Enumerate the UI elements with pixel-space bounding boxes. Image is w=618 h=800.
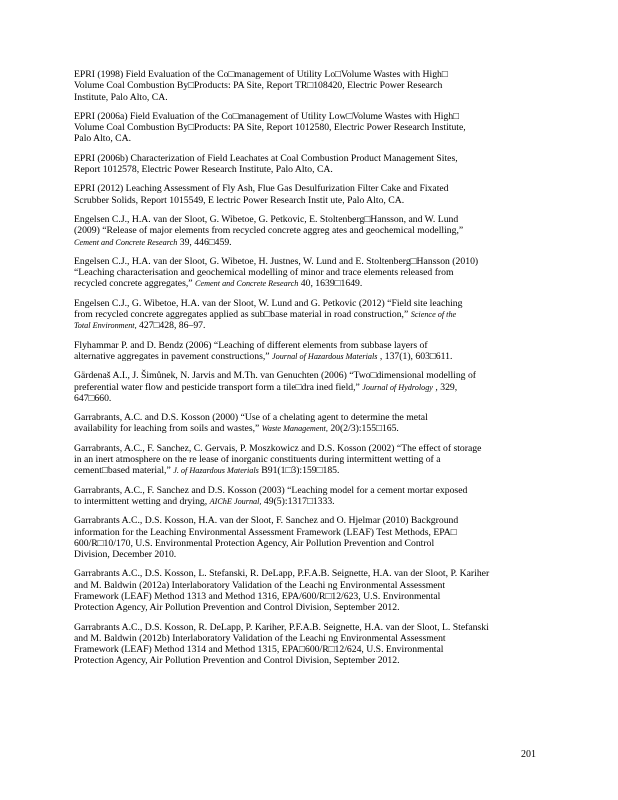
reference-text: Volume Coal Combustion By□Products: PA Site, Report TR□108420, Electric Power Research — [74, 80, 443, 92]
reference-line — [74, 382, 554, 393]
reference-text: Division, December 2010. — [74, 549, 177, 561]
reference-line — [74, 370, 554, 381]
reference-entry — [74, 111, 554, 145]
journal-title: Cement and Concrete Research — [74, 237, 178, 247]
reference-list — [74, 69, 554, 675]
reference-line — [74, 485, 554, 496]
journal-title: Journal of Hazardous Materials — [271, 351, 378, 361]
reference-line — [74, 393, 554, 404]
reference-text: 39, 446□459. — [177, 236, 232, 248]
reference-text: in an inert atmosphere on the re lease of inorganic constituents during intermittent wetting of a — [74, 454, 441, 466]
reference-line — [74, 133, 554, 144]
reference-line — [74, 580, 554, 591]
reference-line — [74, 164, 554, 175]
reference-text: Engelsen C.J., H.A. van der Sloot, G. Wibetoe, G. Petkovic, E. Stoltenberg□Hansson, and W. Lund — [74, 213, 459, 225]
reference-text: EPRI (2006b) Characterization of Field Leachates at Coal Combustion Product Management Sites, — [74, 152, 458, 164]
reference-line — [74, 278, 554, 289]
reference-text: and M. Baldwin (2012a) Interlaboratory Validation of the Leachi ng Environmental Assessment — [74, 579, 446, 591]
reference-line — [74, 69, 554, 80]
reference-line — [74, 351, 554, 362]
journal-title: Cement and Concrete Research — [195, 279, 299, 289]
reference-line — [74, 591, 554, 602]
reference-text: information for the Leaching Environmental Assessment Framework (LEAF) Test Methods, EPA□ — [74, 526, 457, 538]
reference-entry — [74, 214, 554, 248]
reference-line — [74, 549, 554, 560]
reference-text: (2009) “Release of major elements from recycled concrete aggreg ates and geochemical modelling,” — [74, 225, 464, 237]
reference-entry — [74, 622, 554, 667]
reference-line — [74, 496, 554, 507]
reference-text: Volume Coal Combustion By□Products: PA Site, Report 1012580, Electric Power Research Institute, — [74, 122, 466, 134]
reference-entry — [74, 443, 554, 477]
reference-line — [74, 309, 554, 320]
reference-text: Garrabrants A.C., D.S. Kosson, H.A. van der Sloot, F. Sanchez and O. Hjelmar (2010) Background — [74, 515, 459, 527]
reference-line — [74, 443, 554, 454]
reference-text: recycled concrete aggregates,” — [74, 278, 196, 290]
reference-line — [74, 153, 554, 164]
journal-title: Journal of Hydrology — [362, 382, 433, 392]
reference-text: to intermittent wetting and drying, — [74, 495, 210, 507]
reference-line — [74, 633, 554, 644]
reference-line — [74, 195, 554, 206]
reference-line — [74, 454, 554, 465]
reference-line — [74, 412, 554, 423]
reference-entry — [74, 153, 554, 176]
reference-entry — [74, 256, 554, 290]
reference-line — [74, 256, 554, 267]
reference-text: Palo Alto, CA. — [74, 133, 132, 145]
reference-text: Flyhammar P. and D. Bendz (2006) “Leaching of different elements from subbase layers of — [74, 339, 428, 351]
reference-line — [74, 655, 554, 666]
reference-line — [74, 267, 554, 278]
reference-entry — [74, 568, 554, 613]
reference-line — [74, 183, 554, 194]
reference-text: alternative aggregates in pavement constructions,” — [74, 350, 272, 362]
reference-text: Garrabrants, A.C., F. Sanchez and D.S. Kosson (2003) “Leaching model for a cement mortar exposed — [74, 484, 468, 496]
reference-line — [74, 527, 554, 538]
reference-text: Garrabrants A.C., D.S. Kosson, R. DeLapp, P. Kariher, P.F.A.B. Seignette, H.A. van der Sloot, L. Stefanski — [74, 621, 489, 633]
journal-title: J. of Hazardous Materials — [173, 466, 259, 476]
journal-title: Total Environment, — [74, 321, 137, 331]
reference-line — [74, 92, 554, 103]
reference-line — [74, 320, 554, 331]
reference-text: and M. Baldwin (2012b) Interlaboratory Validation of the Leachi ng Environmental Assessment — [74, 632, 446, 644]
reference-entry — [74, 370, 554, 404]
reference-entry — [74, 485, 554, 508]
reference-text: Framework (LEAF) Method 1313 and Method 1316, EPA/600/R□12/623, U.S. Environmental — [74, 590, 441, 602]
reference-line — [74, 298, 554, 309]
reference-text: B91(1□3):159□185. — [258, 465, 340, 477]
reference-text: Protection Agency, Air Pollution Prevention and Control Division, September 2012. — [74, 655, 400, 667]
journal-title: Science of the — [410, 310, 457, 320]
journal-title: Waste Management, — [261, 424, 328, 434]
reference-entry — [74, 412, 554, 435]
reference-text: Engelsen C.J., H.A. van der Sloot, G. Wibetoe, H. Justnes, W. Lund and E. Stoltenberg□Hansson (2010) — [74, 255, 479, 267]
reference-line — [74, 538, 554, 549]
reference-text: 20(2/3):155□165. — [327, 423, 399, 435]
reference-line — [74, 214, 554, 225]
reference-line — [74, 340, 554, 351]
reference-line — [74, 515, 554, 526]
reference-text: Garrabrants, A.C., F. Sanchez, C. Gervais, P. Moszkowicz and D.S. Kosson (2002) “The effect of storage — [74, 442, 482, 454]
reference-text: Engelsen C.J., G. Wibetoe, H.A. van der Sloot, W. Lund and G. Petkovic (2012) “Field site leaching — [74, 297, 463, 309]
reference-line — [74, 644, 554, 655]
reference-line — [74, 568, 554, 579]
reference-line — [74, 225, 554, 236]
reference-text: preferential water flow and pesticide transport form a tile□dra ined field,” — [74, 381, 363, 393]
reference-text: Gärdenaš A.I., J. Šimůnek, N. Jarvis and M.Th. van Genuchten (2006) “Two□dimensional modelling of — [74, 370, 477, 382]
reference-text: 647□660. — [74, 392, 112, 404]
reference-text: Institute, Palo Alto, CA. — [74, 91, 168, 103]
reference-text: , 137(1), 603□611. — [377, 350, 453, 362]
reference-line — [74, 122, 554, 133]
reference-text: Framework (LEAF) Method 1314 and Method 1315, EPA□600/R□12/624, U.S. Environmental — [74, 644, 444, 656]
reference-entry — [74, 298, 554, 332]
reference-text: 427□428, 86–97. — [136, 320, 206, 332]
reference-line — [74, 111, 554, 122]
reference-entry — [74, 183, 554, 206]
reference-line — [74, 465, 554, 476]
reference-text: “Leaching characterisation and geochemical modelling of minor and trace elements released from — [74, 267, 454, 279]
reference-text: Report 1012578, Electric Power Research Institute, Palo Alto, CA. — [74, 164, 333, 176]
reference-text: 600/R□10/170, U.S. Environmental Protection Agency, Air Pollution Prevention and Control — [74, 537, 435, 549]
reference-text: , 329, — [432, 381, 458, 393]
page-number: 201 — [521, 749, 536, 760]
reference-line — [74, 80, 554, 91]
reference-line — [74, 602, 554, 613]
reference-text: 40, 1639□1649. — [298, 278, 363, 290]
reference-entry — [74, 340, 554, 363]
reference-line — [74, 423, 554, 434]
reference-text: Garrabrants A.C., D.S. Kosson, L. Stefanski, R. DeLapp, P.F.A.B. Seignette, H.A. van der Sloot, P. Kariher — [74, 568, 490, 580]
reference-line — [74, 622, 554, 633]
reference-entry — [74, 515, 554, 560]
reference-text: availability for leaching from soils and wastes,” — [74, 423, 262, 435]
reference-text: 49(5):1317□1333. — [261, 495, 335, 507]
reference-line — [74, 237, 554, 248]
reference-text: from recycled concrete aggregates applied as sub□base material in road construction,” — [74, 309, 411, 321]
reference-text: Protection Agency, Air Pollution Prevention and Control Division, September 2012. — [74, 602, 400, 614]
reference-text: EPRI (2012) Leaching Assessment of Fly Ash, Flue Gas Desulfurization Filter Cake and Fixated — [74, 183, 449, 195]
reference-text: Scrubber Solids, Report 1015549, E lectric Power Research Instit ute, Palo Alto, CA. — [74, 194, 405, 206]
reference-text: EPRI (1998) Field Evaluation of the Co□management of Utility Lo□Volume Wastes with High□ — [74, 69, 448, 80]
reference-text: cement□based material,” — [74, 465, 174, 477]
reference-entry — [74, 69, 554, 103]
reference-text: Garrabrants, A.C. and D.S. Kosson (2000) “Use of a chelating agent to determine the metal — [74, 412, 428, 424]
reference-text: EPRI (2006a) Field Evaluation of the Co□management of Utility Low□Volume Wastes with High□ — [74, 110, 460, 122]
journal-title: AIChE Journal, — [209, 496, 262, 506]
